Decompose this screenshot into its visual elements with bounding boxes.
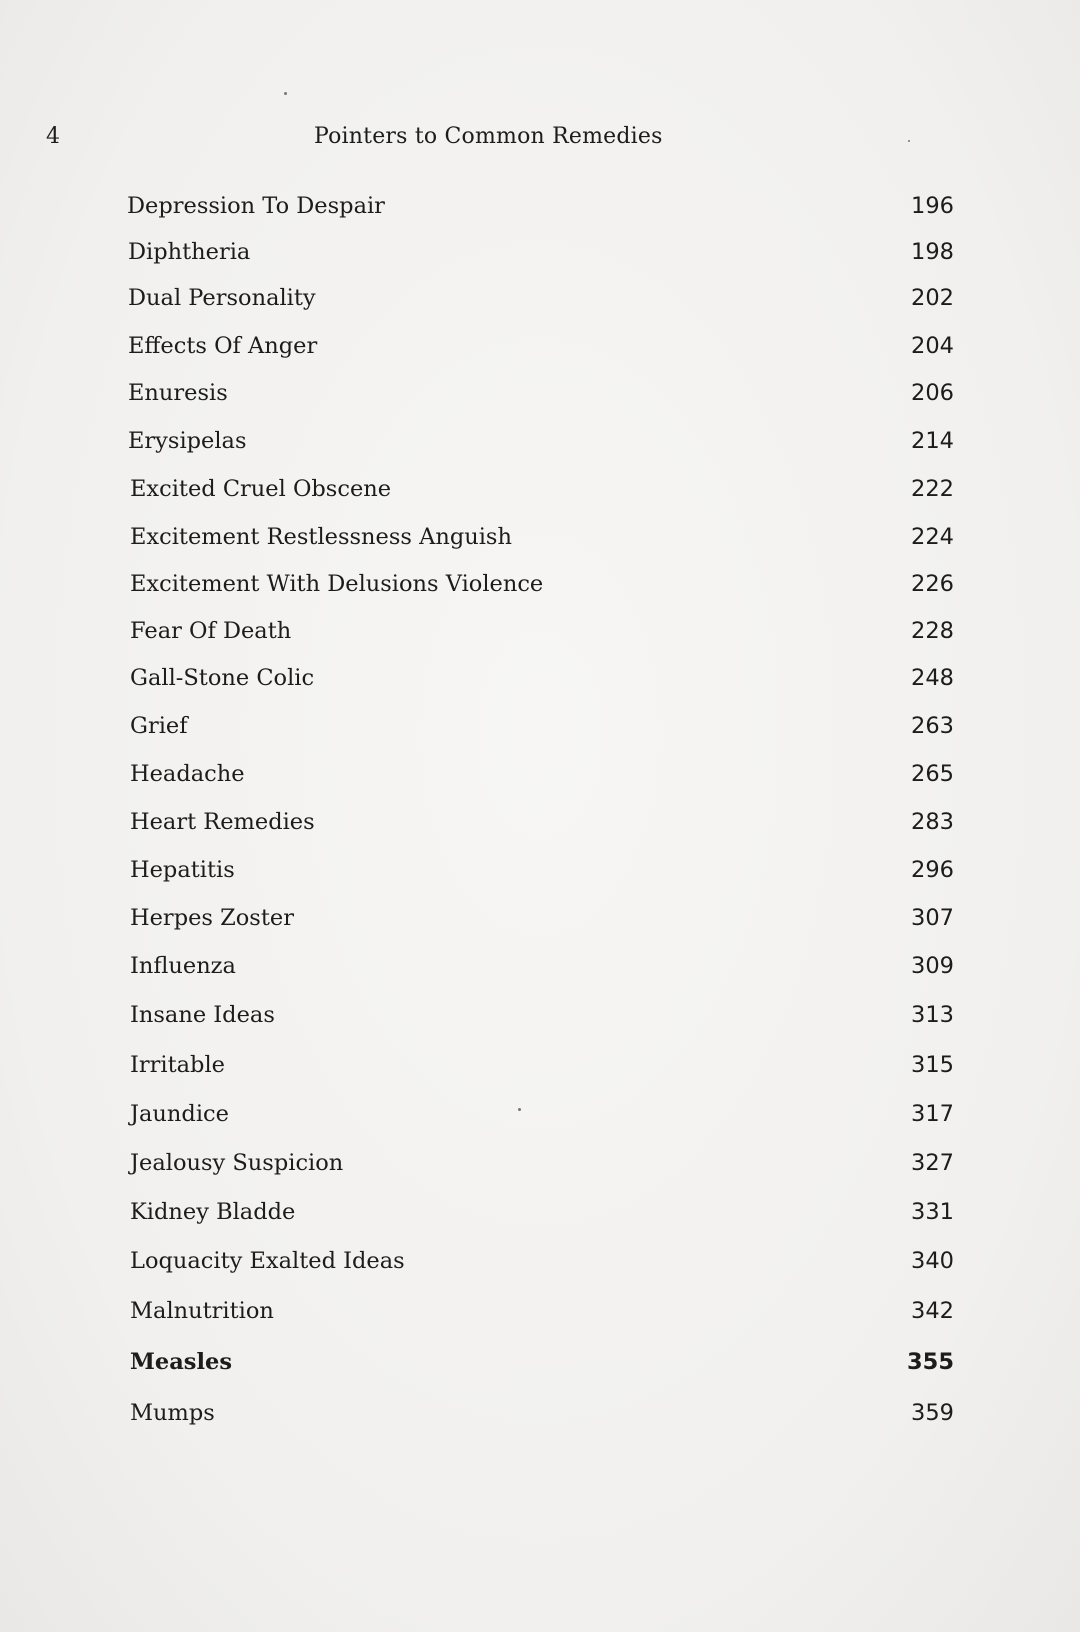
toc-entry-page: 283 [911,809,954,835]
toc-entry-page: 202 [911,285,954,311]
toc-entry-page: 342 [911,1298,954,1324]
toc-entry-title: Loquacity Exalted Ideas [130,1248,405,1274]
toc-entry [0,281,1080,317]
toc-entry-title: Diphtheria [128,239,251,265]
toc-entry-title: Grief [130,713,188,739]
toc-entry [0,1396,1080,1432]
toc-entry-page: 340 [911,1248,954,1274]
toc-entry-page: 307 [911,905,954,931]
toc-entry-title: Malnutrition [130,1298,274,1324]
toc-entry [0,998,1080,1034]
paper-speck [908,140,910,142]
toc-entry-title: Mumps [130,1400,215,1426]
toc-entry-page: 228 [911,618,954,644]
toc-entry-page: 222 [911,476,954,502]
toc-entry [0,235,1080,271]
toc-entry-title: Jealousy Suspicion [130,1150,344,1176]
toc-entry-page: 327 [911,1150,954,1176]
toc-entry [0,329,1080,365]
toc-entry-title: Excitement With Delusions Violence [130,571,544,597]
toc-entry-page: 214 [911,428,954,454]
toc-entry [0,472,1080,508]
toc-entry [0,1195,1080,1231]
toc-entry-title: Influenza [130,953,236,979]
toc-entry-title: Jaundice [130,1101,229,1127]
toc-entry [0,520,1080,556]
toc-entry-title: Enuresis [128,380,228,406]
toc-entry-title: Hepatitis [130,857,235,883]
toc-entry-page: 265 [911,761,954,787]
toc-entry [0,614,1080,650]
toc-entry [0,1244,1080,1280]
toc-entry-title: Excited Cruel Obscene [130,476,392,502]
paper-speck [518,1108,521,1111]
toc-entry-title: Kidney Bladde [130,1199,296,1225]
toc-entry-page: 355 [907,1349,954,1375]
toc-entry-page: 309 [911,953,954,979]
toc-entry-title: Measles [130,1349,232,1375]
toc-entry-page: 263 [911,713,954,739]
toc-entry-title: Insane Ideas [130,1002,275,1028]
toc-entry [0,901,1080,937]
toc-entry [0,1048,1080,1084]
toc-entry-title: Herpes Zoster [130,905,294,931]
toc-entry [0,805,1080,841]
toc-entry [0,376,1080,412]
toc-entry-page: 317 [911,1101,954,1127]
toc-entry-title: Erysipelas [128,428,247,454]
toc-entry [0,189,1080,225]
toc-entry [0,1294,1080,1330]
toc-entry-page: 359 [911,1400,954,1426]
toc-entry-page: 315 [911,1052,954,1078]
toc-entry [0,1345,1080,1381]
toc-entry-title: Heart Remedies [130,809,315,835]
toc-entry-page: 226 [911,571,954,597]
paper-speck [284,92,287,95]
toc-entry-page: 198 [911,239,954,265]
toc-entry-page: 224 [911,524,954,550]
toc-entry-page: 206 [911,380,954,406]
toc-entry-title: Excitement Restlessness Anguish [130,524,512,550]
toc-entry-page: 204 [911,333,954,359]
toc-entry [0,1146,1080,1182]
toc-entry-title: Effects Of Anger [128,333,318,359]
toc-entry-page: 313 [911,1002,954,1028]
running-title: Pointers to Common Remedies [314,124,663,149]
toc-entry [0,1097,1080,1133]
toc-entry-title: Gall-Stone Colic [130,665,315,691]
toc-entry-page: 296 [911,857,954,883]
toc-entry-title: Fear Of Death [130,618,292,644]
toc-entry [0,757,1080,793]
toc-entry-title: Headache [130,761,245,787]
toc-entry [0,853,1080,889]
toc-entry [0,424,1080,460]
page-number: 4 [46,124,60,149]
toc-entry [0,567,1080,603]
toc-entry-page: 331 [911,1199,954,1225]
toc-entry-page: 248 [911,665,954,691]
toc-entry-page: 196 [911,193,954,219]
toc-entry [0,709,1080,745]
toc-entry [0,949,1080,985]
toc-entry [0,661,1080,697]
toc-entry-title: Dual Personality [128,285,316,311]
toc-entry-title: Depression To Despair [127,193,385,219]
toc-entry-title: Irritable [130,1052,225,1078]
